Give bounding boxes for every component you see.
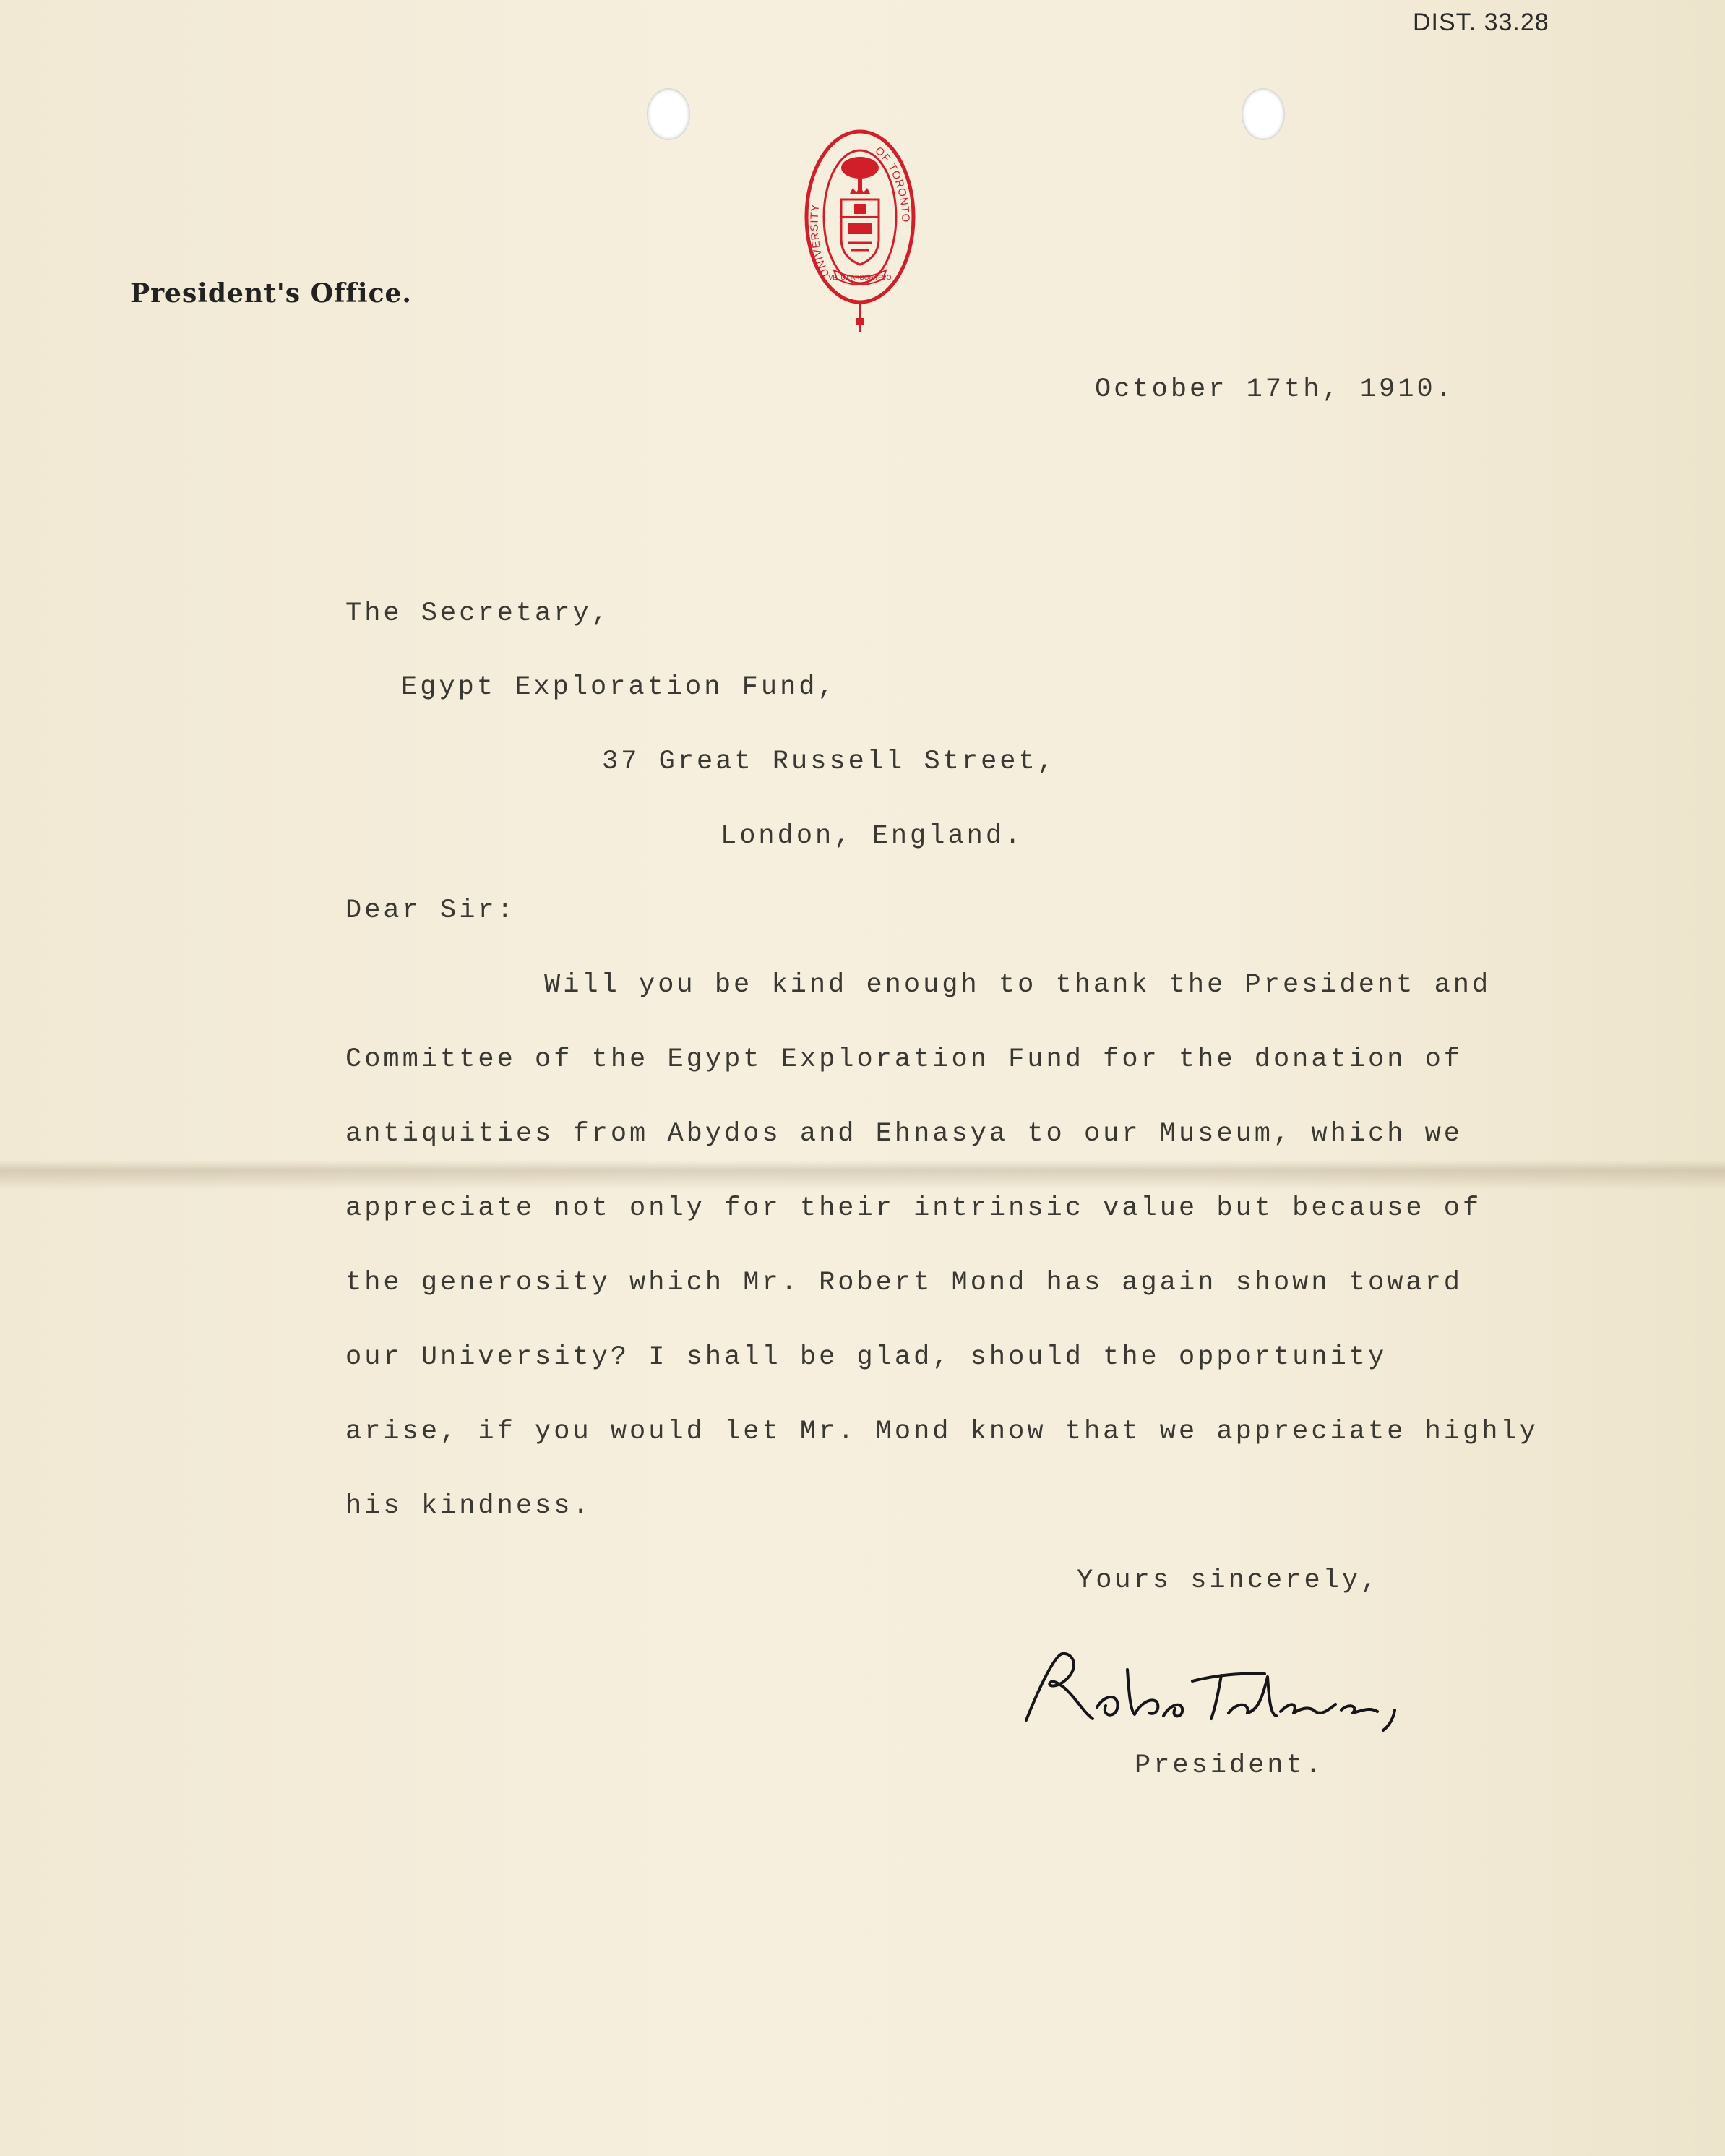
body-line: his kindness. — [345, 1491, 592, 1521]
recipient-line-2: Egypt Exploration Fund, — [401, 672, 837, 703]
handwritten-signature — [1012, 1641, 1489, 1735]
body-line: appreciate not only for their intrinsic value but because of — [345, 1193, 1482, 1224]
body-line: arise, if you would let Mr. Mond know that we appreciate highly — [345, 1417, 1539, 1447]
punch-hole-left — [647, 88, 690, 140]
punch-hole-right — [1242, 88, 1285, 140]
closing: Yours sincerely, — [1077, 1566, 1380, 1596]
body-line: Committee of the Egypt Exploration Fund for the donation of — [345, 1044, 1463, 1075]
recipient-line-3: 37 Great Russell Street, — [602, 747, 1057, 777]
body-line: our University? I shall be glad, should the opportunity — [345, 1342, 1388, 1373]
seal-motto: VELUT ARBOR ÆVO — [828, 274, 892, 281]
body-line: Will you be kind enough to thank the President and — [544, 970, 1492, 1000]
svg-text:OF TORONTO: OF TORONTO — [872, 144, 912, 223]
university-seal-logo — [802, 123, 918, 340]
recipient-line-4: London, England. — [720, 821, 1024, 851]
svg-text:UNIVERSITY: UNIVERSITY — [808, 203, 833, 279]
archive-number: DIST. 33.28 — [1413, 9, 1549, 36]
body-line: the generosity which Mr. Robert Mond has again shown toward — [345, 1268, 1463, 1298]
salutation: Dear Sir: — [345, 896, 516, 926]
letter-date: October 17th, 1910. — [1095, 374, 1455, 405]
letterhead-office: President's Office. — [130, 278, 412, 309]
recipient-line-1: The Secretary, — [345, 598, 611, 629]
signer-title: President. — [1135, 1751, 1325, 1781]
body-line: antiquities from Abydos and Ehnasya to our Museum, which we — [345, 1119, 1463, 1149]
